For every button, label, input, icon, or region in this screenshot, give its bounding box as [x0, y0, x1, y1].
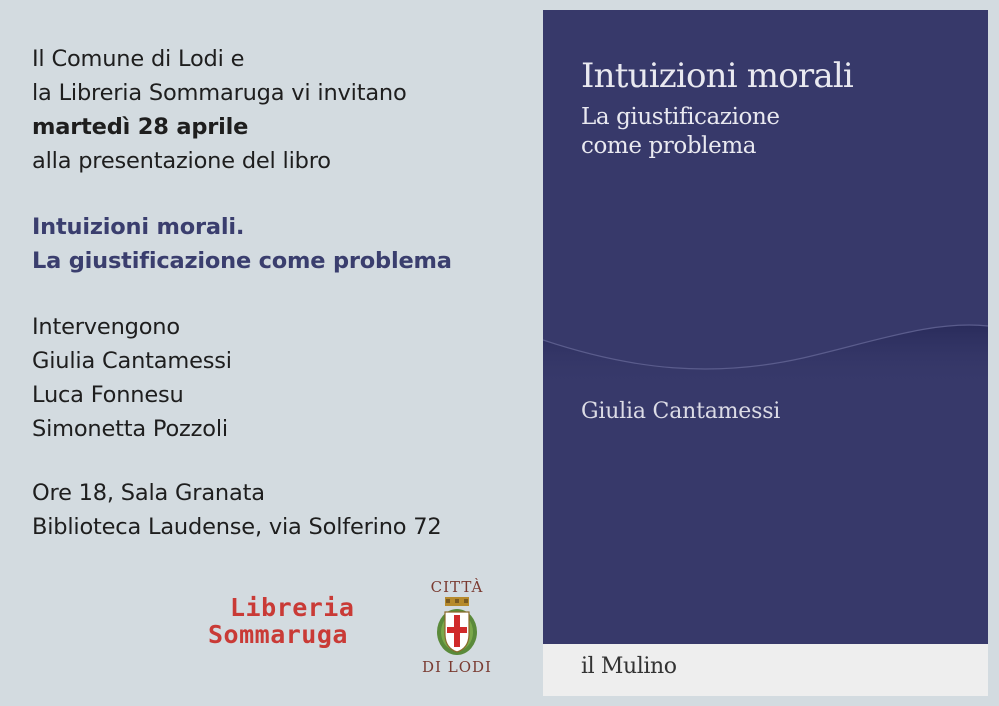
speaker-name: Simonetta Pozzoli	[32, 416, 228, 442]
cover-subtitle-line-1: La giustificazione	[581, 104, 780, 130]
speakers-label: Intervengono	[32, 314, 180, 340]
logo-text-line-1: Libreria	[230, 593, 355, 622]
event-address: Biblioteca Laudense, via Solferino 72	[32, 514, 442, 540]
book-title-line-1: Intuizioni morali.	[32, 214, 245, 240]
invite-line-2: la Libreria Sommaruga vi invitano	[32, 80, 407, 106]
speaker-name: Luca Fonnesu	[32, 382, 184, 408]
citta-di-lodi-logo	[422, 578, 492, 676]
event-date: martedì 28 aprile	[32, 114, 249, 140]
cover-title: Intuizioni morali	[581, 56, 853, 96]
event-time-place: Ore 18, Sala Granata	[32, 480, 265, 506]
book-cover	[543, 10, 988, 696]
book-title-line-2: La giustificazione come problema	[32, 248, 452, 274]
cover-author: Giulia Cantamessi	[581, 399, 781, 424]
libreria-sommaruga-logo	[208, 594, 354, 648]
lodi-coat-of-arms-icon	[433, 596, 481, 658]
logo-citta-text: CITTÀ	[430, 578, 484, 596]
publisher-name: il Mulino	[581, 654, 677, 679]
logo-di-lodi-text: DI LODI	[422, 658, 492, 676]
publisher-band	[543, 644, 988, 696]
cover-subtitle	[581, 103, 780, 161]
speaker-name: Giulia Cantamessi	[32, 348, 232, 374]
logo-text-line-2: Sommaruga	[208, 620, 348, 649]
invitation-text	[32, 42, 522, 544]
cover-wave-decoration	[543, 298, 988, 388]
invite-line-1: Il Comune di Lodi e	[32, 46, 245, 72]
invite-line-4: alla presentazione del libro	[32, 148, 331, 174]
cover-subtitle-line-2: come problema	[581, 133, 757, 159]
